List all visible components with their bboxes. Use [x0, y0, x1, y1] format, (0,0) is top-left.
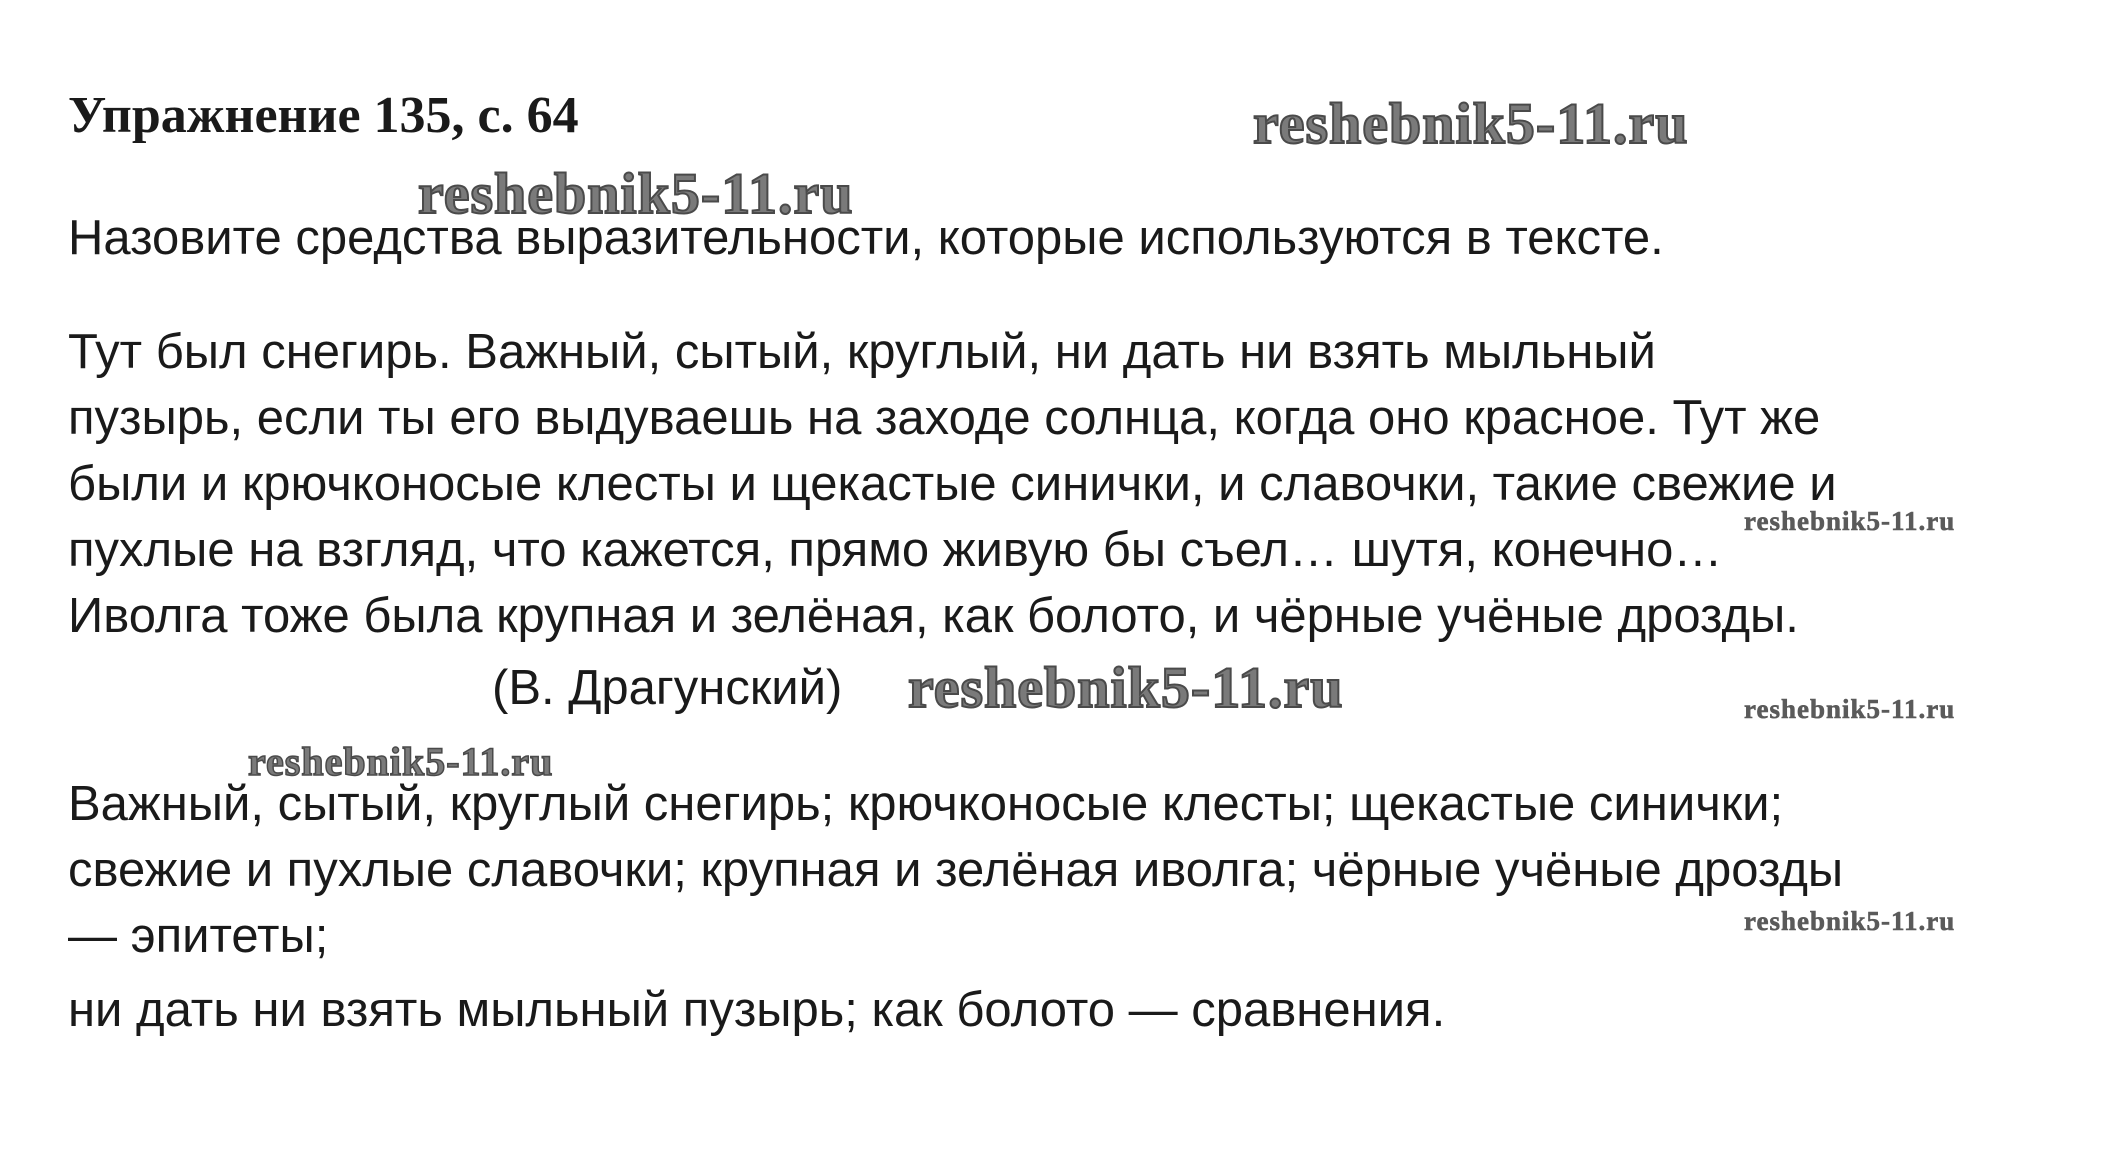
watermark-top-left: reshebnik5-11.ru: [418, 161, 854, 226]
text-line-5: Иволга тоже была крупная и зелёная, как болото, и чёрные учёные дрозды.: [68, 589, 1799, 643]
watermark-author: reshebnik5-11.ru: [908, 655, 1344, 720]
author-attribution: (В. Драгунский): [492, 661, 843, 715]
watermark-top-right: reshebnik5-11.ru: [1253, 91, 1689, 156]
exercise-title: Упражнение 135, с. 64: [68, 87, 579, 144]
text-line-1: Тут был снегирь. Важный, сытый, круглый, ни дать ни взять мыльный: [68, 325, 1656, 379]
watermark-small-1: reshebnik5-11.ru: [1744, 506, 1956, 536]
watermark-small-2: reshebnik5-11.ru: [1744, 694, 1956, 724]
answer-line-4: ни дать ни взять мыльный пузырь; как болото — сравнения.: [68, 983, 1446, 1037]
text-line-3: были и крючконосые клесты и щекастые синички, и славочки, такие свежие и: [68, 457, 1837, 511]
watermark-small-3: reshebnik5-11.ru: [1744, 906, 1956, 936]
task-text: Назовите средства выразительности, которые используются в тексте.: [68, 211, 1664, 265]
answer-line-3: — эпитеты;: [68, 909, 329, 963]
watermark-answer: reshebnik5-11.ru: [248, 739, 554, 784]
answer-line-2: свежие и пухлые славочки; крупная и зелёная иволга; чёрные учёные дрозды: [68, 843, 1844, 897]
answer-line-1: Важный, сытый, круглый снегирь; крючконосые клесты; щекастые синички;: [68, 777, 1784, 831]
text-line-4: пухлые на взгляд, что кажется, прямо живую бы съел… шутя, конечно…: [68, 523, 1723, 577]
text-line-2: пузырь, если ты его выдуваешь на заходе солнца, когда оно красное. Тут же: [68, 391, 1821, 445]
